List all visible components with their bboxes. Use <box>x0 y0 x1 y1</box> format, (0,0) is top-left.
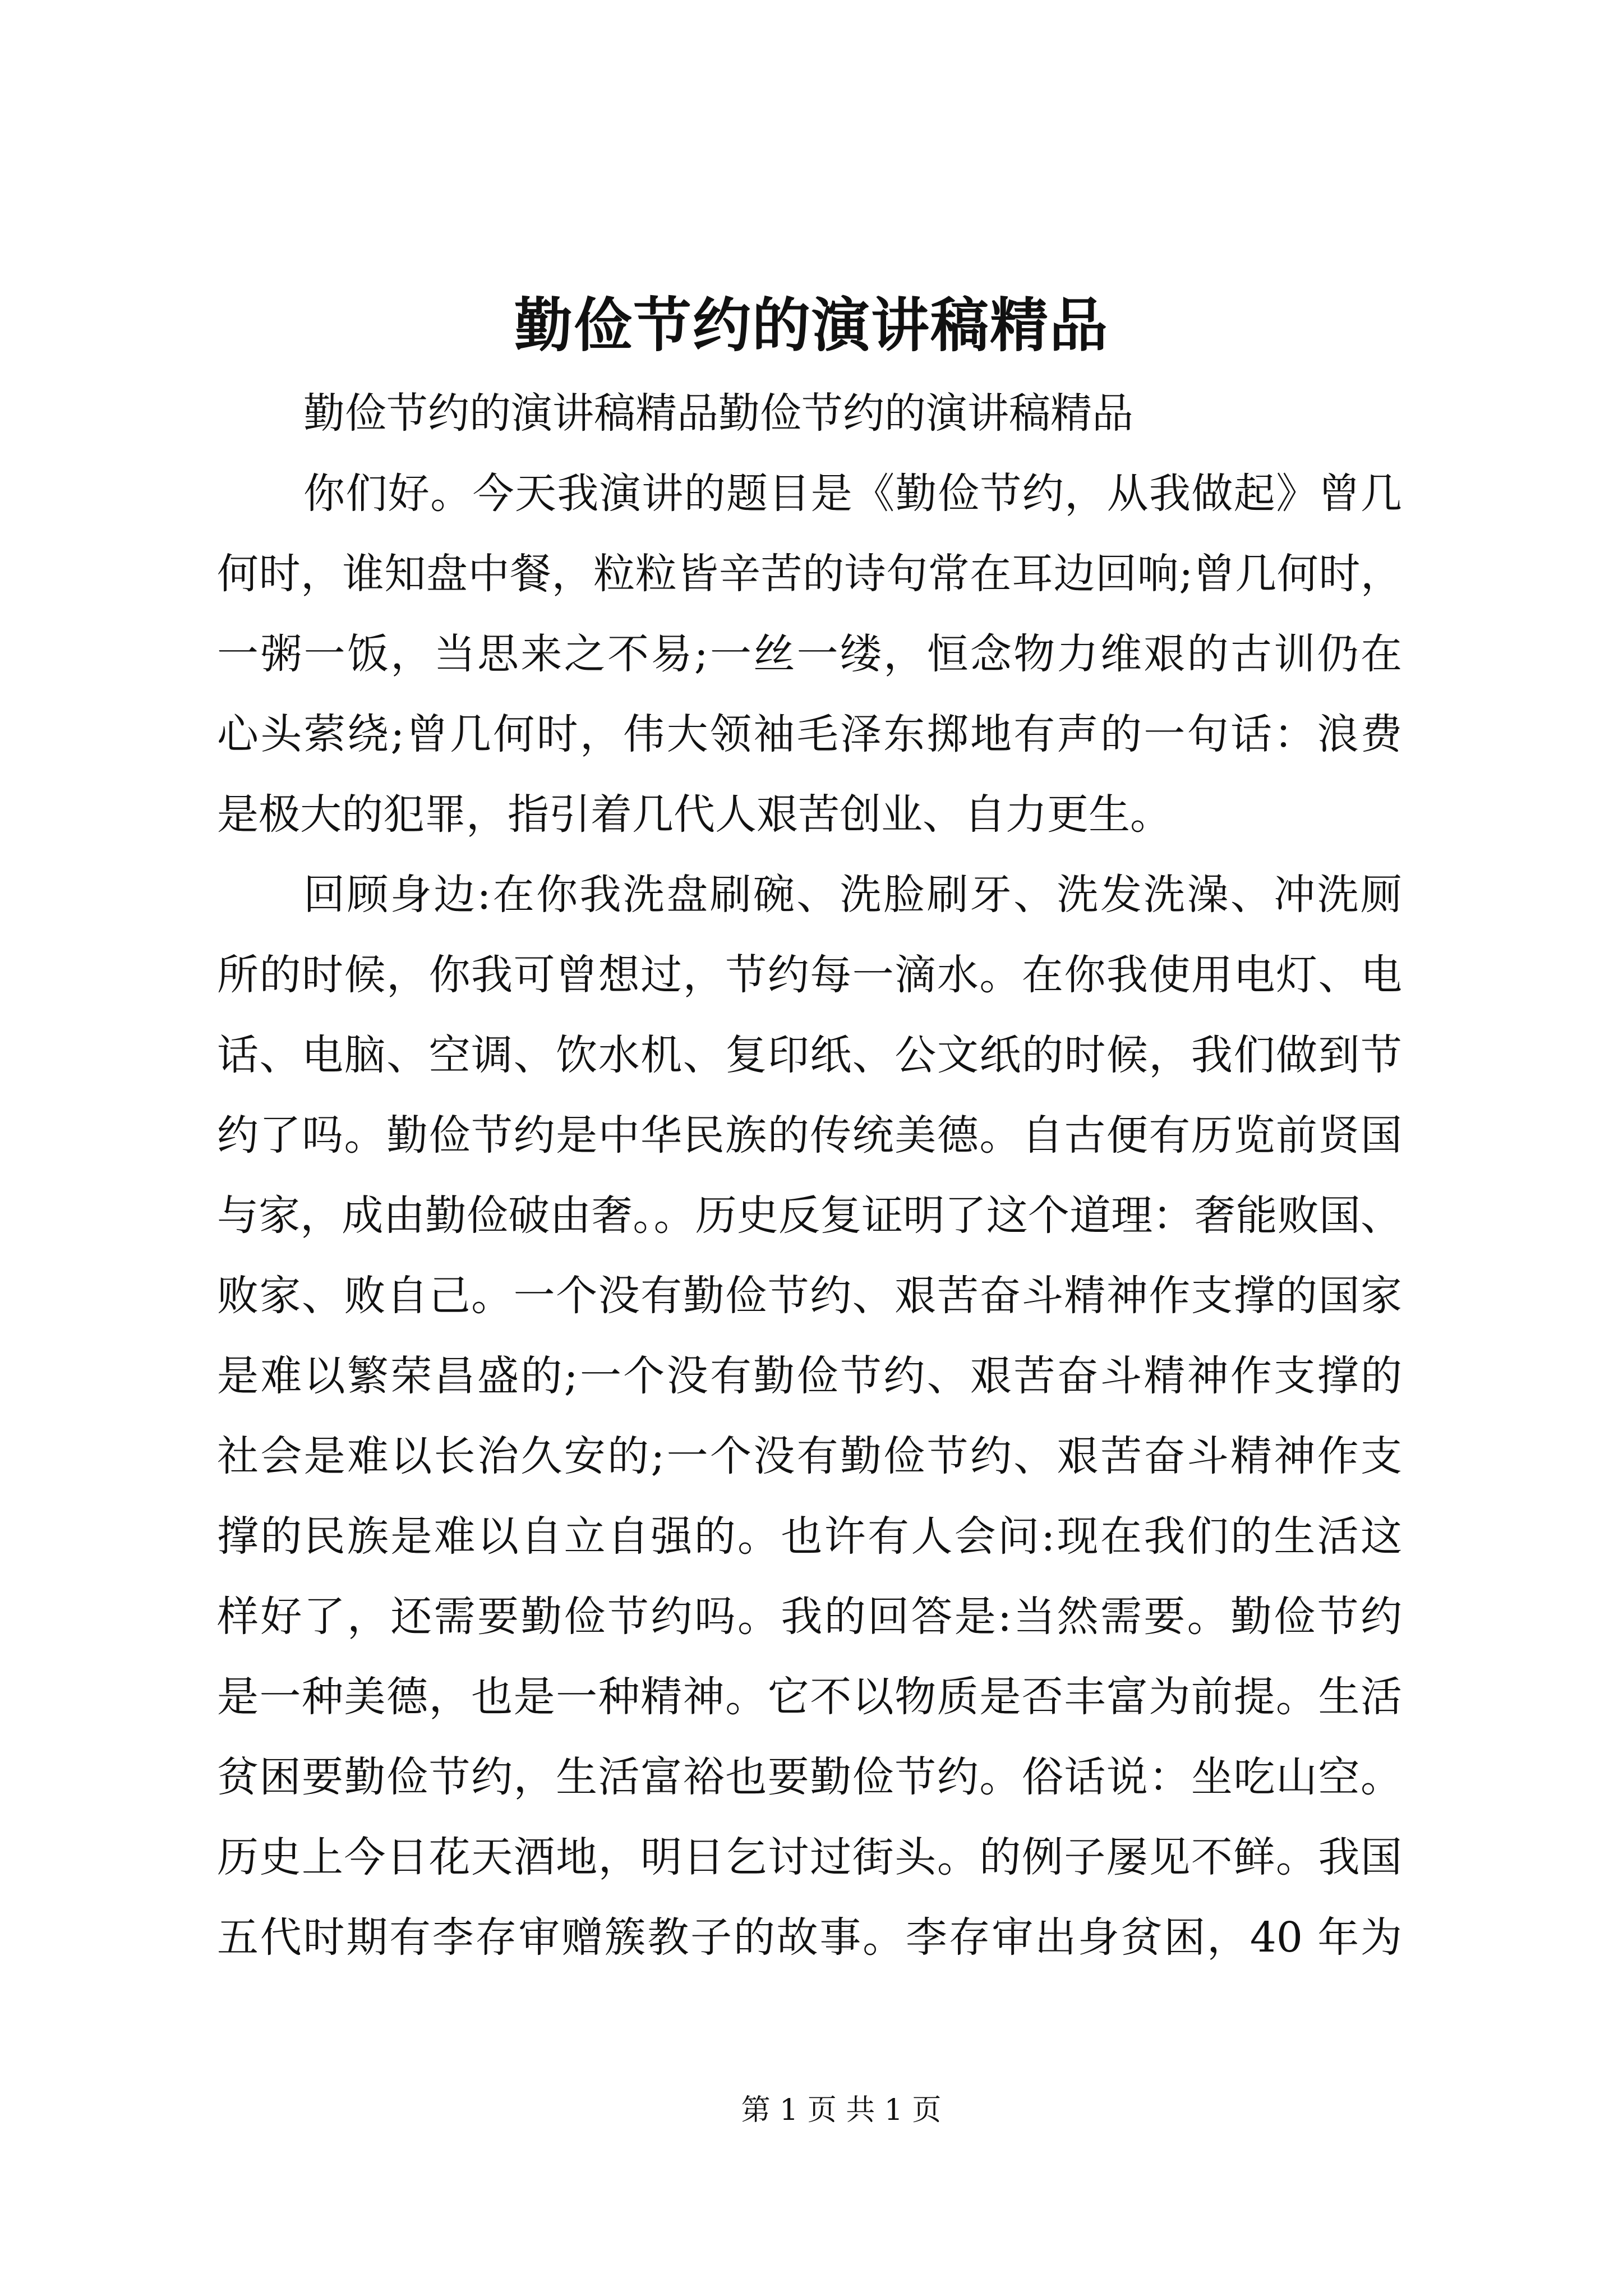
paragraph-line: 你们好。今天我演讲的题目是《勤俭节约，从我做起》曾几 <box>303 470 1402 518</box>
paragraph-line: 社会是难以长治久安的;一个没有勤俭节约、艰苦奋斗精神作支 <box>217 1432 1402 1480</box>
paragraph-line: 是一种美德，也是一种精神。它不以物质是否丰富为前提。生活 <box>217 1673 1402 1721</box>
paragraph-line: 败家、败自己。一个没有勤俭节约、艰苦奋斗精神作支撑的国家 <box>217 1272 1402 1320</box>
paragraph-line: 与家，成由勤俭破由奢。。历史反复证明了这个道理：奢能败国、 <box>217 1191 1402 1240</box>
paragraph-line: 话、电脑、空调、饮水机、复印纸、公文纸的时候，我们做到节 <box>217 1031 1402 1079</box>
paragraph-line: 贫困要勤俭节约，生活富裕也要勤俭节约。俗话说：坐吃山空。 <box>217 1753 1402 1801</box>
paragraph-line: 回顾身边:在你我洗盘刷碗、洗脸刷牙、洗发洗澡、冲洗厕 <box>303 871 1402 919</box>
paragraph-line: 五代时期有李存审赠簇教子的故事。李存审出身贫困，40 年为 <box>217 1913 1402 1962</box>
document-body <box>217 374 1402 1978</box>
paragraph-line: 所的时候，你我可曾想过，节约每一滴水。在你我使用电灯、电 <box>217 951 1402 999</box>
paragraph-line: 样好了，还需要勤俭节约吗。我的回答是:当然需要。勤俭节约 <box>217 1593 1402 1641</box>
paragraph-line: 是难以繁荣昌盛的;一个没有勤俭节约、艰苦奋斗精神作支撑的 <box>217 1352 1402 1400</box>
paragraph-line: 撑的民族是难以自立自强的。也许有人会问:现在我们的生活这 <box>217 1512 1402 1561</box>
page-title: 勤俭节约的演讲稿精品 <box>514 291 1109 360</box>
paragraph-line: 勤俭节约的演讲稿精品勤俭节约的演讲稿精品 <box>303 389 1133 438</box>
paragraph-line: 约了吗。勤俭节约是中华民族的传统美德。自古便有历览前贤国 <box>217 1111 1402 1159</box>
page-number-footer: 第 1 页 共 1 页 <box>741 2093 942 2127</box>
paragraph-line: 何时，谁知盘中餐，粒粒皆辛苦的诗句常在耳边回响;曾几何时， <box>217 550 1402 598</box>
paragraph-line: 历史上今日花天酒地，明日乞讨过街头。的例子屡见不鲜。我国 <box>217 1833 1402 1881</box>
paragraph-line: 是极大的犯罪，指引着几代人艰苦创业、自力更生。 <box>217 790 1172 839</box>
paragraph-line: 一粥一饭，当思来之不易;一丝一缕，恒念物力维艰的古训仍在 <box>217 630 1402 678</box>
paragraph-line: 心头萦绕;曾几何时，伟大领袖毛泽东掷地有声的一句话：浪费 <box>217 710 1402 758</box>
